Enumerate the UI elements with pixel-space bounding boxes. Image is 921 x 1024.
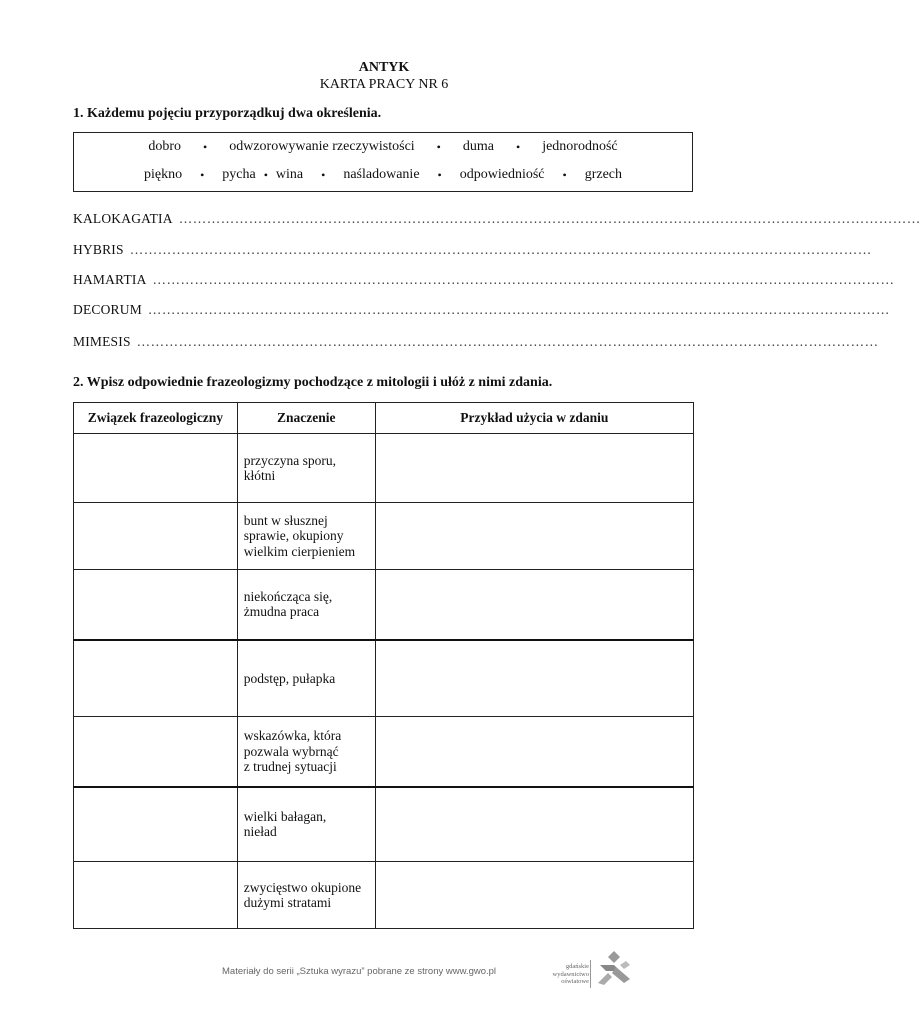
logo-divider bbox=[590, 960, 591, 988]
meaning-line: sprawie, okupiony bbox=[243, 528, 344, 544]
meaning-line: bunt w słusznej bbox=[243, 512, 328, 528]
example-cell[interactable] bbox=[375, 640, 693, 717]
publisher-line: oświatowe bbox=[561, 978, 589, 985]
answer-line-hamartia[interactable] bbox=[73, 272, 895, 288]
meaning-cell bbox=[237, 862, 375, 929]
answer-line-hybris[interactable] bbox=[73, 242, 872, 258]
phraseology-table bbox=[73, 402, 694, 929]
publisher-name bbox=[537, 963, 589, 986]
column-header-phrase: Związek frazeologiczny bbox=[74, 403, 238, 434]
meaning-line: nieład bbox=[243, 824, 277, 840]
table-row bbox=[74, 717, 694, 787]
meaning-line: wielkim cierpieniem bbox=[243, 543, 356, 559]
word-item: grzech bbox=[584, 167, 623, 182]
term-label: MIMESIS bbox=[73, 334, 131, 349]
word-item: jednorodność bbox=[542, 139, 618, 154]
word-bank bbox=[73, 132, 693, 192]
meaning-line: podstęp, pułapka bbox=[243, 670, 336, 686]
phrase-cell[interactable] bbox=[74, 503, 238, 570]
example-cell[interactable] bbox=[375, 434, 693, 503]
bullet-separator: • bbox=[437, 167, 442, 182]
footer-source-text: Materiały do serii „Sztuka wyrazu” pobrane ze strony www.gwo.pl bbox=[222, 966, 497, 977]
word-item: odwzorowywanie rzeczywistości bbox=[229, 139, 415, 154]
word-item: odpowiedniość bbox=[459, 167, 545, 182]
meaning-line: dużymi stratami bbox=[243, 895, 332, 910]
phrase-cell[interactable] bbox=[74, 862, 238, 929]
word-item: pycha bbox=[222, 167, 256, 182]
phrase-cell[interactable] bbox=[74, 434, 238, 503]
task2-instruction: 2. Wpisz odpowiednie frazeologizmy pochodzące z mitologii i ułóż z nimi zdania. bbox=[73, 375, 553, 390]
meaning-line: żmudna praca bbox=[243, 604, 320, 620]
table-row bbox=[74, 787, 694, 862]
phrase-cell[interactable] bbox=[74, 570, 238, 640]
word-item: piękno bbox=[143, 167, 183, 182]
example-cell[interactable] bbox=[375, 570, 693, 640]
word-item: dobro bbox=[148, 139, 182, 154]
publisher-line: gdańskie bbox=[565, 963, 589, 970]
page-subtitle: KARTA PRACY NR 6 bbox=[319, 77, 449, 92]
word-item: naśladowanie bbox=[343, 167, 420, 182]
dotted-answer-line[interactable]: …………………………………………………………………………………………………………………………………………… bbox=[178, 211, 921, 226]
meaning-line: kłótni bbox=[243, 468, 276, 483]
task1-instruction: 1. Każdemu pojęciu przyporządkuj dwa określenia. bbox=[73, 106, 382, 121]
column-header-meaning: Znaczenie bbox=[237, 403, 375, 434]
term-label: HYBRIS bbox=[73, 242, 124, 257]
answer-line-mimesis[interactable] bbox=[73, 334, 879, 350]
word-item: wina bbox=[275, 167, 304, 182]
term-label: KALOKAGATIA bbox=[73, 211, 173, 226]
publisher-line: wydawnictwo bbox=[552, 970, 589, 978]
gwo-logo-icon bbox=[594, 949, 634, 990]
example-cell[interactable] bbox=[375, 862, 693, 929]
table-row bbox=[74, 640, 694, 717]
example-cell[interactable] bbox=[375, 503, 693, 570]
meaning-line: przyczyna sporu, bbox=[243, 452, 337, 468]
meaning-line: zwycięstwo okupione bbox=[243, 879, 362, 895]
meaning-cell bbox=[237, 570, 375, 640]
table-header-row bbox=[74, 403, 694, 434]
meaning-cell bbox=[237, 717, 375, 787]
word-bank-row-1 bbox=[74, 139, 692, 155]
meaning-line: z trudnej sytuacji bbox=[243, 759, 337, 774]
meaning-line: wielki bałagan, bbox=[243, 808, 327, 824]
bullet-separator: • bbox=[562, 167, 567, 182]
example-cell[interactable] bbox=[375, 787, 693, 862]
dotted-answer-line[interactable]: …………………………………………………………………………………………………………………………………………… bbox=[129, 242, 872, 257]
bullet-separator: • bbox=[263, 167, 268, 182]
term-label: DECORUM bbox=[73, 302, 142, 317]
bullet-separator: • bbox=[203, 139, 208, 154]
meaning-cell bbox=[237, 787, 375, 862]
bullet-separator: • bbox=[515, 139, 521, 154]
word-item: duma bbox=[462, 139, 494, 154]
meaning-cell bbox=[237, 503, 375, 570]
bullet-separator: • bbox=[436, 139, 441, 154]
term-label: HAMARTIA bbox=[73, 272, 147, 287]
table-row bbox=[74, 862, 694, 929]
dotted-answer-line[interactable]: …………………………………………………………………………………………………………………………………………… bbox=[147, 302, 890, 317]
bullet-separator: • bbox=[200, 167, 205, 182]
meaning-cell bbox=[237, 434, 375, 503]
example-cell[interactable] bbox=[375, 717, 693, 787]
phrase-cell[interactable] bbox=[74, 787, 238, 862]
meaning-cell bbox=[237, 640, 375, 717]
phrase-cell[interactable] bbox=[74, 640, 238, 717]
table-row bbox=[74, 503, 694, 570]
table-row bbox=[74, 570, 694, 640]
bullet-separator: • bbox=[321, 167, 326, 182]
answer-line-kalokagatia[interactable] bbox=[73, 211, 921, 227]
column-header-example: Przykład użycia w zdaniu bbox=[375, 403, 693, 434]
dotted-answer-line[interactable]: …………………………………………………………………………………………………………………………………………… bbox=[152, 272, 895, 287]
answer-line-decorum[interactable] bbox=[73, 302, 890, 318]
table-row bbox=[74, 434, 694, 503]
page-title: ANTYK bbox=[358, 60, 410, 75]
dotted-answer-line[interactable]: …………………………………………………………………………………………………………………………………………… bbox=[136, 334, 879, 349]
meaning-line: niekończąca się, bbox=[243, 588, 333, 604]
word-bank-row-2 bbox=[74, 167, 692, 183]
meaning-line: pozwala wybrnąć bbox=[243, 743, 339, 759]
phrase-cell[interactable] bbox=[74, 717, 238, 787]
meaning-line: wskazówka, która bbox=[243, 728, 342, 743]
